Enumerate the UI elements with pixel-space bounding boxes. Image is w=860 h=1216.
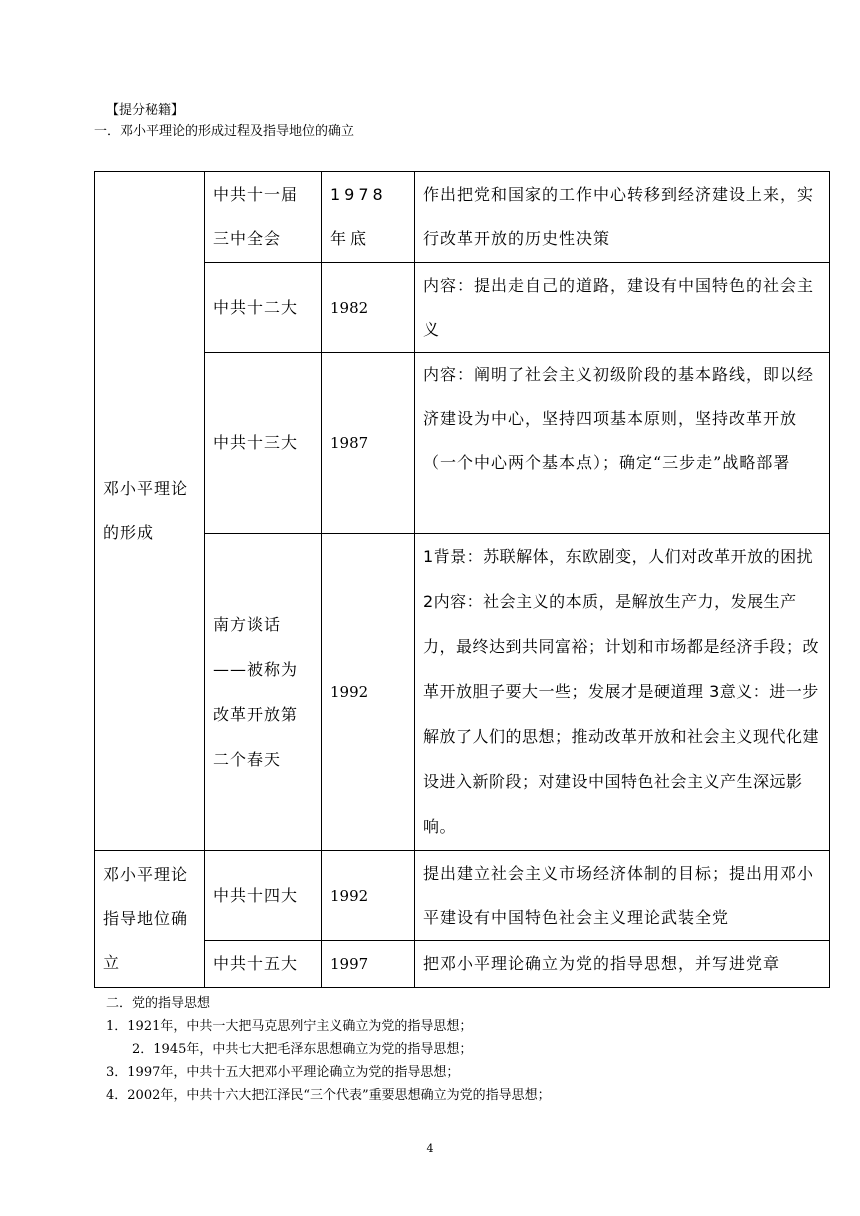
meeting-cell: 中共十四大 — [205, 851, 322, 941]
list-item: 3．1997年，中共十五大把邓小平理论确立为党的指导思想； — [106, 1065, 460, 1080]
table-row — [95, 941, 830, 988]
content-cell: 把邓小平理论确立为党的指导思想，并写进党章 — [415, 941, 830, 988]
theory-table — [94, 171, 830, 988]
meeting-cell: 中共十五大 — [205, 941, 322, 988]
content-cell: 1背景：苏联解体，东欧剧变，人们对改革开放的困扰 2内容：社会主义的本质，是解放生产力，发展生产力，最终达到共同富裕；计划和市场都是经济手段；改革开放胆子要大一些；发展才是硬道理 3意义：进一步解放了人们的思想；推动改革开放和社会主义现代化建设进入新阶段；对建设中国特色社会主义产生深远影响。 — [415, 534, 830, 851]
year-cell: 1987 — [322, 353, 415, 534]
list-item: 1．1921年，中共一大把马克思列宁主义确立为党的指导思想； — [106, 1019, 473, 1034]
table-row — [95, 263, 830, 353]
table-row — [95, 851, 830, 941]
group-label-formation: 邓小平理论的形成 — [95, 172, 205, 851]
heading: 【提分秘籍】 — [106, 103, 185, 118]
year-cell: 1992 — [322, 851, 415, 941]
table-row — [95, 353, 830, 534]
content-cell: 内容：阐明了社会主义初级阶段的基本路线，即以经济建设为中心，坚持四项基本原则，坚持改革开放（一个中心两个基本点）；确定“三步走”战略部署 — [415, 353, 830, 534]
year-cell: 1978年底 — [322, 172, 415, 263]
list-item: 4．2002年，中共十六大把江泽民“三个代表”重要思想确立为党的指导思想； — [106, 1088, 551, 1103]
meeting-cell: 南方谈话——被称为改革开放第二个春天 — [205, 534, 322, 851]
meeting-cell: 中共十三大 — [205, 353, 322, 534]
table-row — [95, 534, 830, 851]
content-cell: 作出把党和国家的工作中心转移到经济建设上来，实行改革开放的历史性决策 — [415, 172, 830, 263]
content-cell: 提出建立社会主义市场经济体制的目标；提出用邓小平建设有中国特色社会主义理论武装全党 — [415, 851, 830, 941]
content-cell: 内容：提出走自己的道路，建设有中国特色的社会主义 — [415, 263, 830, 353]
year-cell: 1992 — [322, 534, 415, 851]
year-cell: 1997 — [322, 941, 415, 988]
meeting-cell: 中共十二大 — [205, 263, 322, 353]
year-cell: 1982 — [322, 263, 415, 353]
list-item: 2．1945年，中共七大把毛泽东思想确立为党的指导思想； — [132, 1042, 473, 1057]
page-number: 4 — [426, 1142, 434, 1155]
table-row — [95, 172, 830, 263]
group-label-guidance: 邓小平理论指导地位确立 — [95, 851, 205, 988]
section-2-title: 二．党的指导思想 — [106, 996, 211, 1011]
meeting-cell: 中共十一届三中全会 — [205, 172, 322, 263]
section-1-title: 一．邓小平理论的形成过程及指导地位的确立 — [94, 124, 355, 139]
